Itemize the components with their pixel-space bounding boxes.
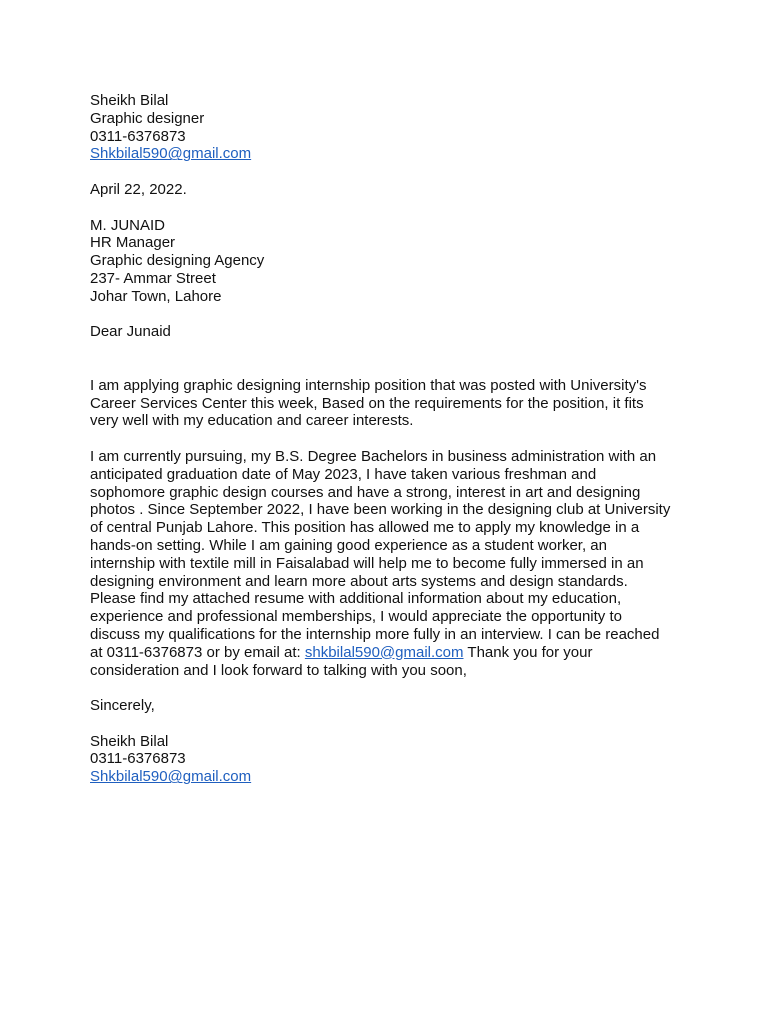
paragraph-line: designing environment and learn more about arts systems and design standards. [90, 572, 628, 590]
paragraph-line: I am currently pursuing, my B.S. Degree Bachelors in business administration with an [90, 447, 657, 465]
spacer [90, 679, 690, 697]
contact-text-before: at 0311-6376873 or by email at: [90, 643, 305, 661]
paragraph-intro [90, 377, 690, 430]
signature-block [90, 733, 690, 786]
paragraph-line: of central Punjab Lahore. This position has allowed me to apply my knowledge in a [90, 519, 640, 537]
paragraph-line: very well with my education and career interests. [90, 412, 414, 430]
paragraph-body [90, 448, 690, 679]
closing: Sincerely, [90, 697, 155, 715]
paragraph-line: photos . Since September 2022, I have been working in the designing club at University [90, 501, 671, 519]
letter-date: April 22, 2022. [90, 180, 187, 198]
paragraph-line: hands-on setting. While I am gaining good experience as a student worker, an [90, 536, 607, 554]
spacer [90, 199, 690, 217]
paragraph-line: internship with textile mill in Faisalabad will help me to become fully immersed in an [90, 554, 644, 572]
contact-line [90, 644, 690, 662]
salutation: Dear Junaid [90, 323, 171, 341]
paragraph-line: discuss my qualifications for the internship more fully in an interview. I can be reached [90, 625, 660, 643]
signature-email-link[interactable]: Shkbilal590@gmail.com [90, 768, 252, 786]
recipient-name: M. JUNAID [90, 216, 165, 234]
sender-phone: 0311-6376873 [90, 127, 186, 145]
signature-email-line [90, 768, 690, 786]
recipient-block [90, 217, 690, 306]
spacer [90, 306, 690, 324]
recipient-city: Johar Town, Lahore [90, 287, 222, 305]
recipient-street: 237- Ammar Street [90, 269, 216, 287]
paragraph-line: experience and professional memberships, I would appreciate the opportunity to [90, 608, 622, 626]
sender-title: Graphic designer [90, 109, 205, 127]
sender-email-line [90, 145, 690, 163]
sender-email-link[interactable]: Shkbilal590@gmail.com [90, 145, 252, 163]
spacer [90, 163, 690, 181]
spacer [90, 430, 690, 448]
sender-block [90, 92, 690, 163]
sender-name: Sheikh Bilal [90, 92, 169, 109]
body-email-link[interactable]: shkbilal590@gmail.com [304, 643, 464, 661]
recipient-title: HR Manager [90, 234, 176, 252]
signature-name: Sheikh Bilal [90, 732, 169, 750]
paragraph-line: Please find my attached resume with additional information about my education, [90, 590, 622, 608]
contact-text-after: Thank you for your [463, 643, 593, 661]
spacer [90, 715, 690, 733]
paragraph-line: consideration and I look forward to talking with you soon, [90, 661, 467, 679]
signature-phone: 0311-6376873 [90, 750, 186, 768]
paragraph-line: anticipated graduation date of May 2023, I have taken various freshman and [90, 465, 597, 483]
paragraph-line: I am applying graphic designing internship position that was posted with University's [90, 376, 647, 394]
paragraph-line: sophomore graphic design courses and have a strong, interest in art and designing [90, 483, 641, 501]
cover-letter [90, 92, 690, 786]
spacer [90, 341, 690, 377]
recipient-company: Graphic designing Agency [90, 252, 265, 270]
paragraph-line: Career Services Center this week, Based on the requirements for the position, it fits [90, 394, 644, 412]
